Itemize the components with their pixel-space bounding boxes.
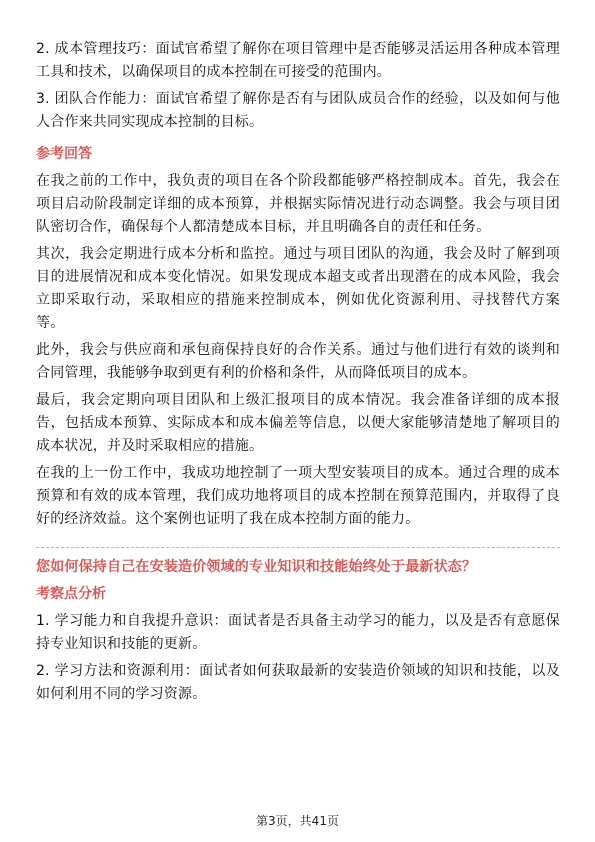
answer-paragraph: 最后，我会定期向项目团队和上级汇报项目的成本情况。我会准备详细的成本报告，包括成本预算、实际成本和成本偏差等信息，以便大家能够清楚地了解项目的成本状况，并及时采取相应的措施。 [36, 392, 560, 454]
answer-paragraph: 在我的上一份工作中，我成功地控制了一项大型安装项目的成本。通过合理的成本预算和有效的成本管理，我们成功地将项目的成本控制在预算范围内，并取得了良好的经济效益。这个案例也证明了我在成本控制方面的能力。 [36, 465, 560, 527]
criteria-item: 3. 团队合作能力：面试官希望了解你是否有与团队成员合作的经验，以及如何与他人合作来共同实现成本控制的目标。 [36, 91, 560, 130]
page-footer: 第3页，共41页 [256, 814, 339, 828]
page-content [36, 38, 560, 706]
criteria-item: 2. 成本管理技巧：面试官希望了解你在项目管理中是否能够灵活运用各种成本管理工具和技术，以确保项目的成本控制在可接受的范围内。 [36, 41, 560, 80]
question-title: 您如何保持自己在安装造价领域的专业知识和技能始终处于最新状态？ [36, 559, 477, 575]
answer-paragraph: 此外，我会与供应商和承包商保持良好的合作关系。通过与他们进行有效的谈判和合同管理，我能够争取到更有利的价格和条件，从而降低项目的成本。 [36, 342, 560, 381]
analysis-item: 2. 学习方法和资源利用：面试者如何获取最新的安装造价领域的知识和技能，以及如何利用不同的学习资源。 [36, 663, 560, 702]
answer-paragraph: 在我之前的工作中，我负责的项目在各个阶段都能够严格控制成本。首先，我会在项目启动阶段制定详细的成本预算，并根据实际情况进行动态调整。我会与项目团队密切合作，确保每个人都清楚成本目标，并且明确各自的责任和任务。 [36, 173, 560, 235]
analysis-heading: 考察点分析 [36, 586, 106, 602]
analysis-item: 1. 学习能力和自我提升意识：面试者是否具备主动学习的能力，以及是否有意愿保持专业知识和技能的更新。 [36, 613, 560, 652]
answer-paragraph: 其次，我会定期进行成本分析和监控。通过与项目团队的沟通，我会及时了解到项目的进展情况和成本变化情况。如果发现成本超支或者出现潜在的成本风险，我会立即采取行动，采取相应的措施来控制成本，例如优化资源利用、寻找替代方案等。 [36, 246, 560, 331]
section-divider [36, 547, 560, 548]
answer-heading: 参考回答 [36, 146, 92, 162]
